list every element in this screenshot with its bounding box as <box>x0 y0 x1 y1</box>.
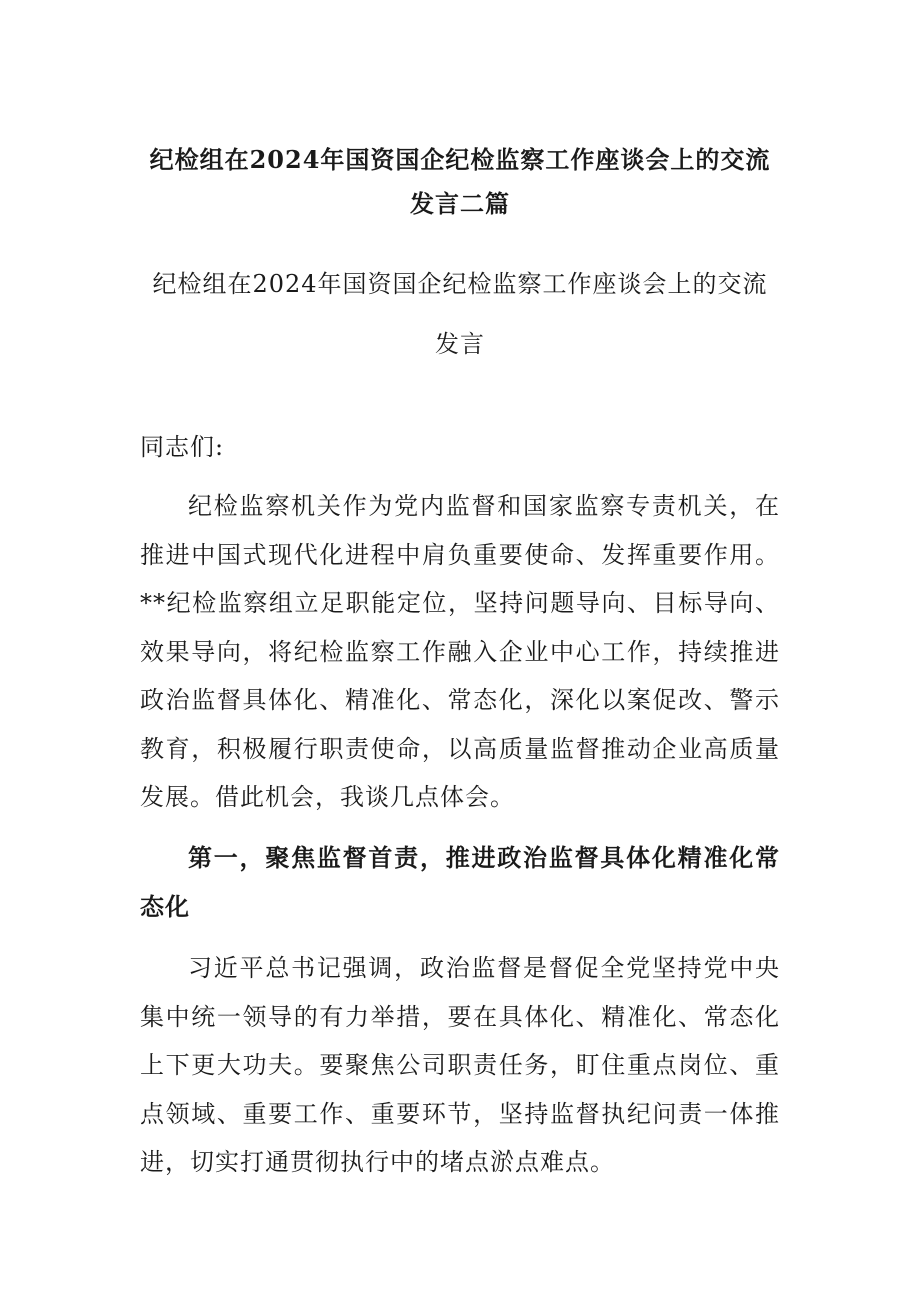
body-paragraph: 习近平总书记强调，政治监督是督促全党坚持党中央集中统一领导的有力举措，要在具体化、精准化、常态化上下更大功夫。要聚焦公司职责任务，盯住重点岗位、重点领域、重要工作、重要环节，坚持监督执纪问责一体推进，切实打通贯彻执行中的堵点淤点难点。 <box>140 954 780 1176</box>
body-paragraph: 纪检监察机关作为党内监督和国家监察专责机关，在推进中国式现代化进程中肩负重要使命、发挥重要作用。**纪检监察组立足职能定位，坚持问题导向、目标导向、效果导向，将纪检监察工作融入企业中心工作，持续推进政治监督具体化、精准化、常态化，深化以案促改、警示教育，积极履行职责使命，以高质量监督推动企业高质量发展。借此机会，我谈几点体会。 <box>140 492 780 811</box>
document-subtitle: 纪检组在2024年国资国企纪检监察工作座谈会上的交流发言 <box>152 270 768 358</box>
document-title: 纪检组在2024年国资国企纪检监察工作座谈会上的交流发言二篇 <box>149 145 771 218</box>
section-heading: 第一，聚焦监督首责，推进政治监督具体化精准化常态化 <box>140 843 780 921</box>
salutation: 同志们: <box>140 433 225 461</box>
